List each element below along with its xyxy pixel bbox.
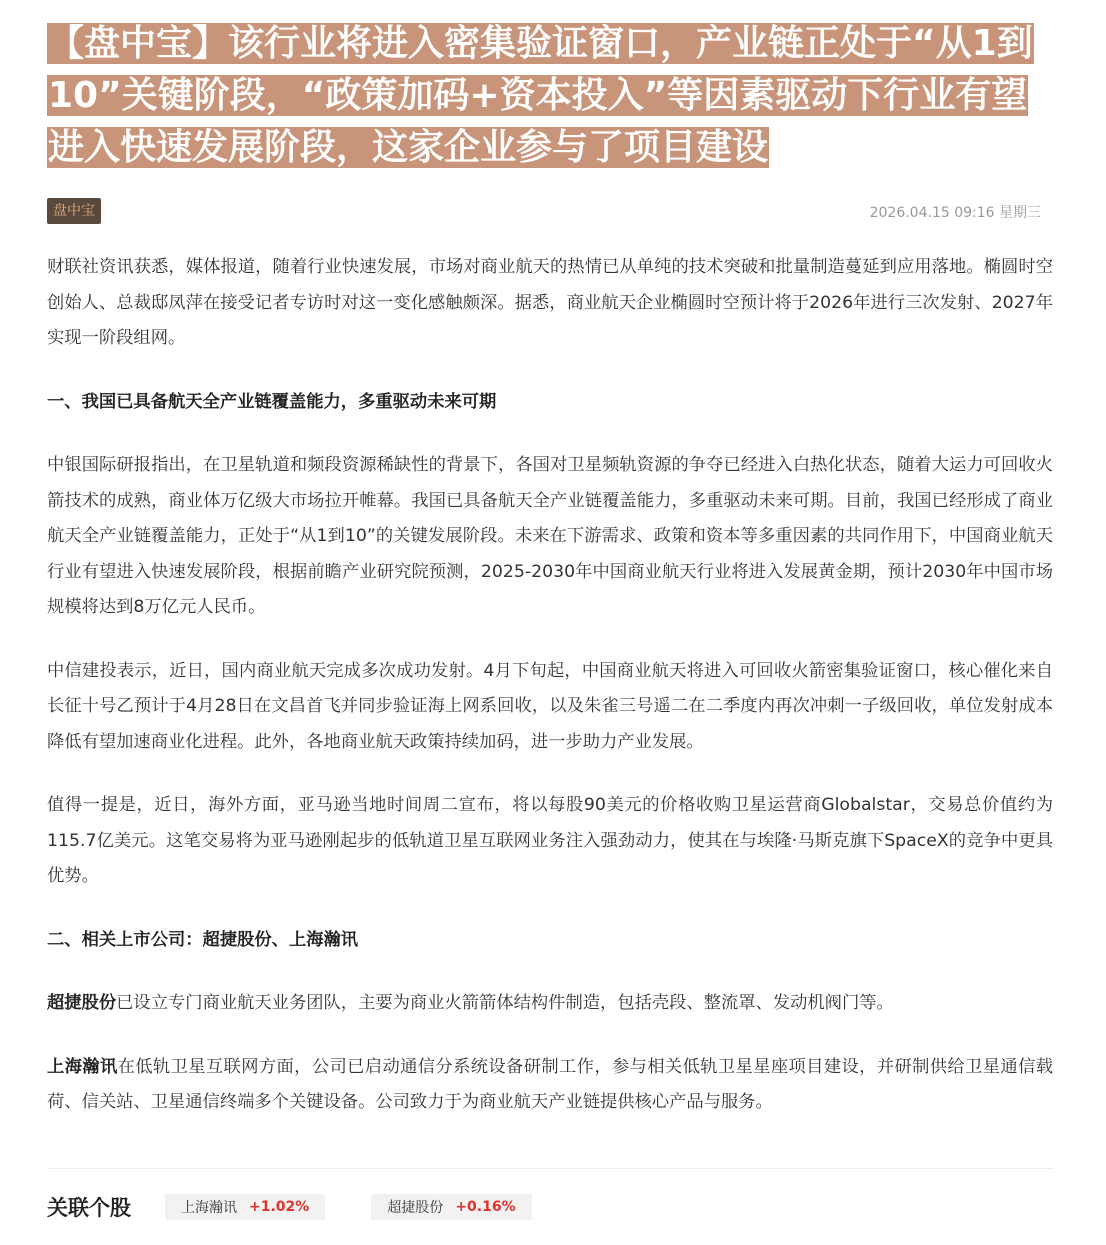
company-text-1: 已设立专门商业航天业务团队，主要为商业火箭箭体结构件制造，包括壳段、整流罩、发动机阀门等。 [116,993,894,1013]
related-stocks [47,1192,578,1222]
stock-chip-1[interactable] [165,1194,325,1220]
company-text-2: 在低轨卫星互联网方面，公司已启动通信分系统设备研制工作，参与相关低轨卫星星座项目建设，并研制供给卫星通信载荷、信关站、卫星通信终端多个关键设备。公司致力于为商业航天产业链提供核心产品与服务。 [47,1056,1053,1112]
section-divider [47,1168,1053,1169]
source-tag[interactable]: 盘中宝 [47,198,101,224]
section1-paragraph-2: 中信建投表示，近日，国内商业航天完成多次成功发射。4月下旬起，中国商业航天将进入可回收火箭密集验证窗口，核心催化来自长征十号乙预计于4月28日在文昌首飞并同步验证海上网系回收，以及朱雀三号遥二在二季度内再次冲刺一子级回收，单位发射成本降低有望加速商业化进程。此外，各地商业航天政策持续加码，进一步助力产业发展。 [47,660,1053,752]
section1-paragraph-1: 中银国际研报指出，在卫星轨道和频段资源稀缺性的背景下，各国对卫星频轨资源的争夺已经进入白热化状态，随着大运力可回收火箭技术的成熟，商业体万亿级大市场拉开帷幕。我国已具备航天全产业链覆盖能力，多重驱动未来可期。目前，我国已经形成了商业航天全产业链覆盖能力，正处于“从1到10”的关键发展阶段。未来在下游需求、政策和资本等多重因素的共同作用下，中国商业航天行业有望进入快速发展阶段，根据前瞻产业研究院预测，2025-2030年中国商业航天行业将进入发展黄金期，预计2030年中国市场规模将达到8万亿元人民币。 [47,455,1053,617]
stock-name: 超捷股份 [387,1200,444,1216]
intro-paragraph: 财联社资讯获悉，媒体报道，随着行业快速发展，市场对商业航天的热情已从单纯的技术突破和批量制造蔓延到应用落地。椭圆时空创始人、总裁邸凤萍在接受记者专访时对这一变化感触颇深。据悉，商业航天企业椭圆时空预计将于2026年进行三次发射、2027年实现一阶段组网。 [47,257,1053,348]
section-heading-2: 二、相关上市公司：超捷股份、上海瀚讯 [47,929,359,950]
stock-name: 上海瀚讯 [181,1200,237,1216]
headline-text: 【盘中宝】该行业将进入密集验证窗口，产业链正处于“从1到10”关键阶段，“政策加码+资本投入”等因素驱动下行业有望进入快速发展阶段，这家企业参与了项目建设 [48,23,1033,168]
stock-change: +1.02% [249,1199,310,1215]
company-paragraph-1 [47,986,1053,1022]
publish-timestamp: 2026.04.15 09:16 星期三 [869,205,1041,221]
stock-chip-2[interactable] [371,1194,531,1220]
article-body [47,250,1053,1121]
stock-change: +0.16% [455,1199,516,1215]
section-heading-1: 一、我国已具备航天全产业链覆盖能力，多重驱动未来可期 [47,391,497,412]
section1-paragraph-3: 值得一提是，近日，海外方面，亚马逊当地时间周二宣布，将以每股90美元的价格收购卫星运营商Globalstar，交易总价值约为115.7亿美元。这笔交易将为亚马逊刚起步的低轨道卫星互联网业务注入强劲动力，使其在与埃隆·马斯克旗下SpaceX的竞争中更具优势。 [47,795,1053,886]
related-stocks-title: 关联个股 [47,1196,131,1220]
article-headline [47,18,1057,174]
company-name-1[interactable]: 超捷股份 [47,993,117,1013]
company-paragraph-2 [47,1050,1053,1121]
company-name-2[interactable]: 上海瀚讯 [47,1056,118,1077]
